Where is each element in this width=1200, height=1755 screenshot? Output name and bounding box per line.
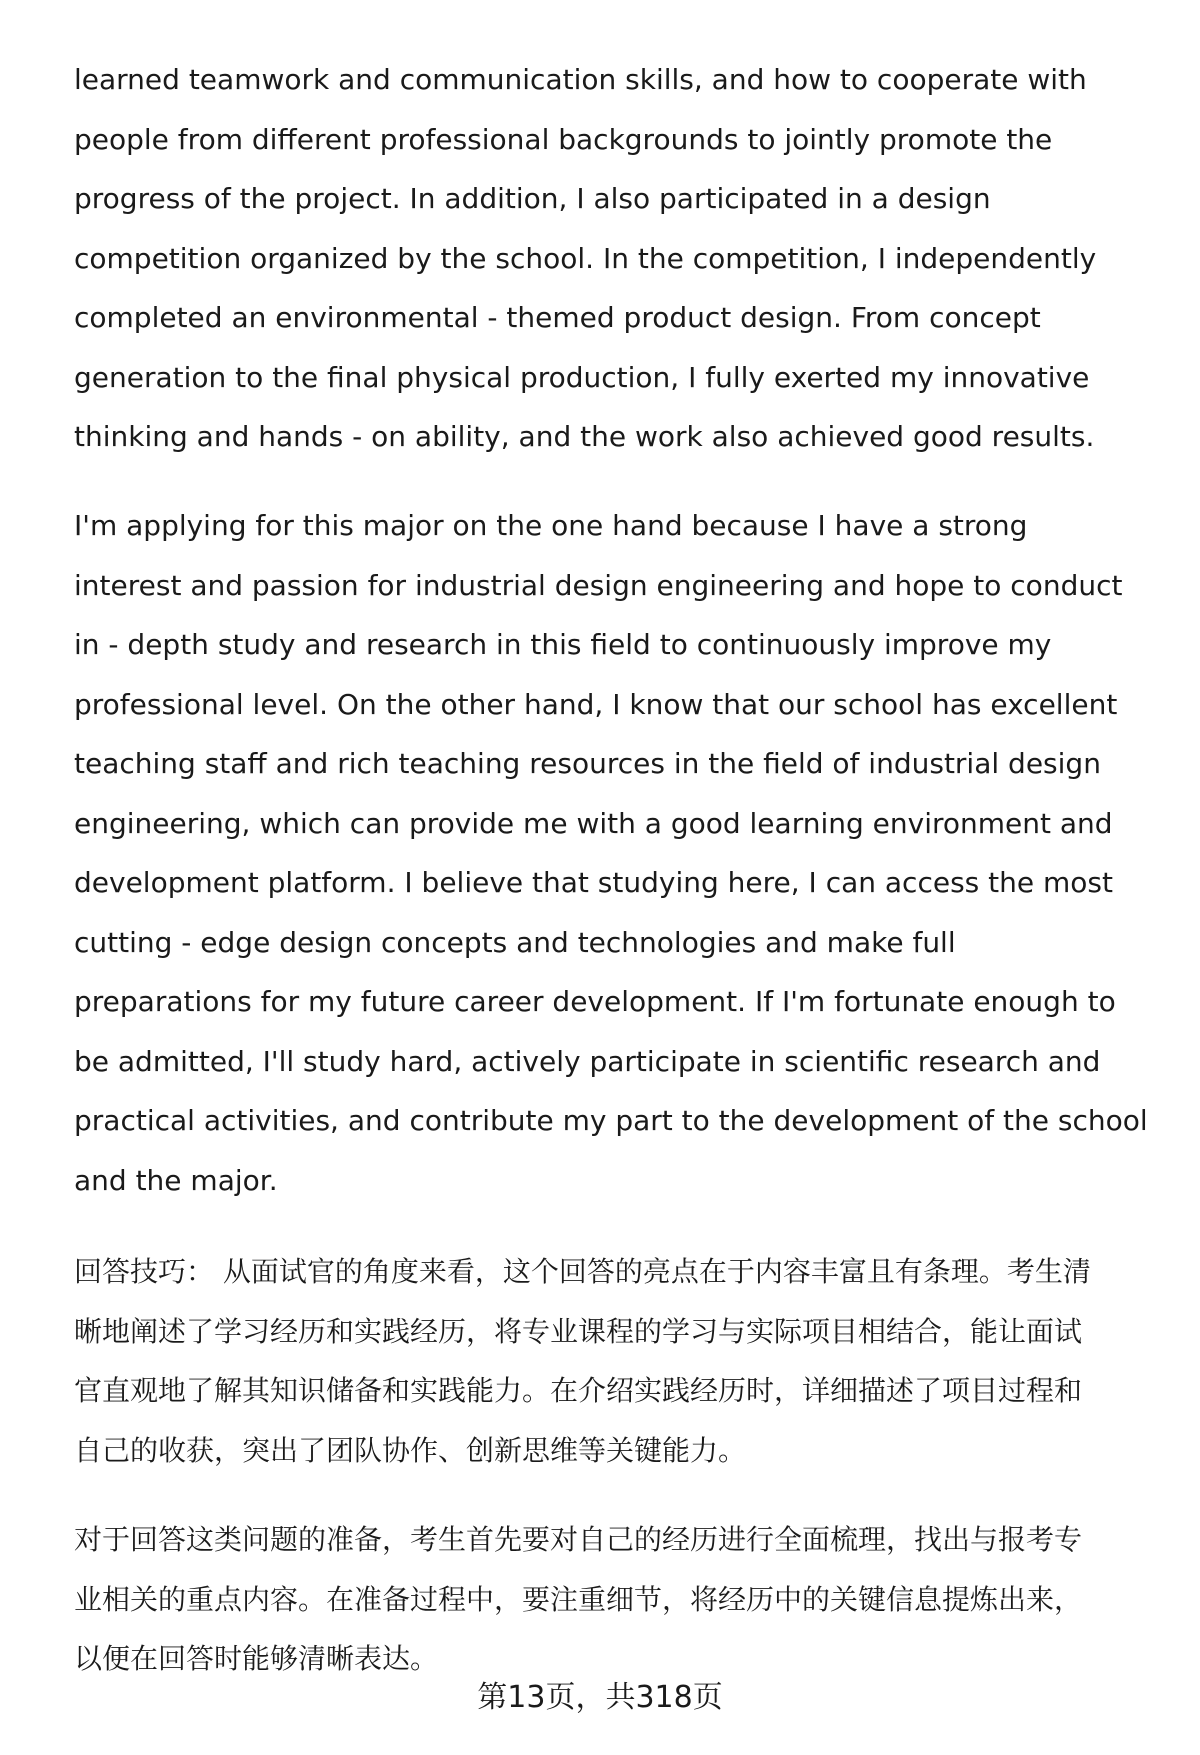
paragraph-answer-tips <box>74 1242 1184 1480</box>
text-line: teaching staff and rich teaching resources in the field of industrial design <box>74 747 1101 780</box>
text-line: 官直观地了解其知识储备和实践能力。在介绍实践经历时，详细描述了项目过程和 <box>74 1374 1083 1407</box>
text-line: be admitted, I'll study hard, actively participate in scientific research and <box>74 1044 1101 1078</box>
paragraph-preparation <box>74 1510 1184 1689</box>
text-line: completed an environmental - themed product design. From concept <box>74 301 1041 334</box>
paragraph-motivation <box>74 496 1184 1210</box>
text-line: 业相关的重点内容。在准备过程中，要注重细节，将经历中的关键信息提炼出来， <box>74 1582 1083 1616</box>
text-line: 以便在回答时能够清晰表达。 <box>74 1642 439 1675</box>
text-line: generation to the final physical production, I fully exerted my innovative <box>74 360 1090 394</box>
paragraph-experience <box>74 50 1184 467</box>
text-line: thinking and hands - on ability, and the work also achieved good results. <box>74 420 1095 453</box>
text-line: 晰地阐述了学习经历和实践经历，将专业课程的学习与实际项目相结合，能让面试 <box>74 1314 1083 1348</box>
text-line: preparations for my future career development. If I'm fortunate enough to <box>74 985 1116 1018</box>
text-line: progress of the project. In addition, I also participated in a design <box>74 182 991 215</box>
text-line: competition organized by the school. In the competition, I independently <box>74 241 1097 275</box>
text-line: 自己的收获，突出了团队协作、创新思维等关键能力。 <box>74 1433 747 1467</box>
text-line: engineering, which can provide me with a good learning environment and <box>74 806 1113 840</box>
text-line: practical activities, and contribute my part to the development of the school <box>74 1104 1148 1137</box>
text-line: and the major. <box>74 1163 278 1197</box>
text-line: development platform. I believe that studying here, I can access the most <box>74 866 1113 899</box>
text-line: interest and passion for industrial design engineering and hope to conduct <box>74 568 1123 602</box>
text-line: people from different professional backgrounds to jointly promote the <box>74 122 1053 156</box>
text-line: learned teamwork and communication skills, and how to cooperate with <box>74 63 1087 96</box>
text-line: cutting - edge design concepts and technologies and make full <box>74 925 956 959</box>
page-number: 第13页，共318页 <box>477 1680 723 1715</box>
text-line: in - depth study and research in this field to continuously improve my <box>74 628 1052 661</box>
text-line: 对于回答这类问题的准备，考生首先要对自己的经历进行全面梳理，找出与报考专 <box>74 1523 1083 1556</box>
text-line: 回答技巧： 从面试官的角度来看，这个回答的亮点在于内容丰富且有条理。考生清 <box>74 1255 1091 1288</box>
text-line: I'm applying for this major on the one hand because I have a strong <box>74 509 1028 542</box>
text-line: professional level. On the other hand, I know that our school has excellent <box>74 687 1118 721</box>
